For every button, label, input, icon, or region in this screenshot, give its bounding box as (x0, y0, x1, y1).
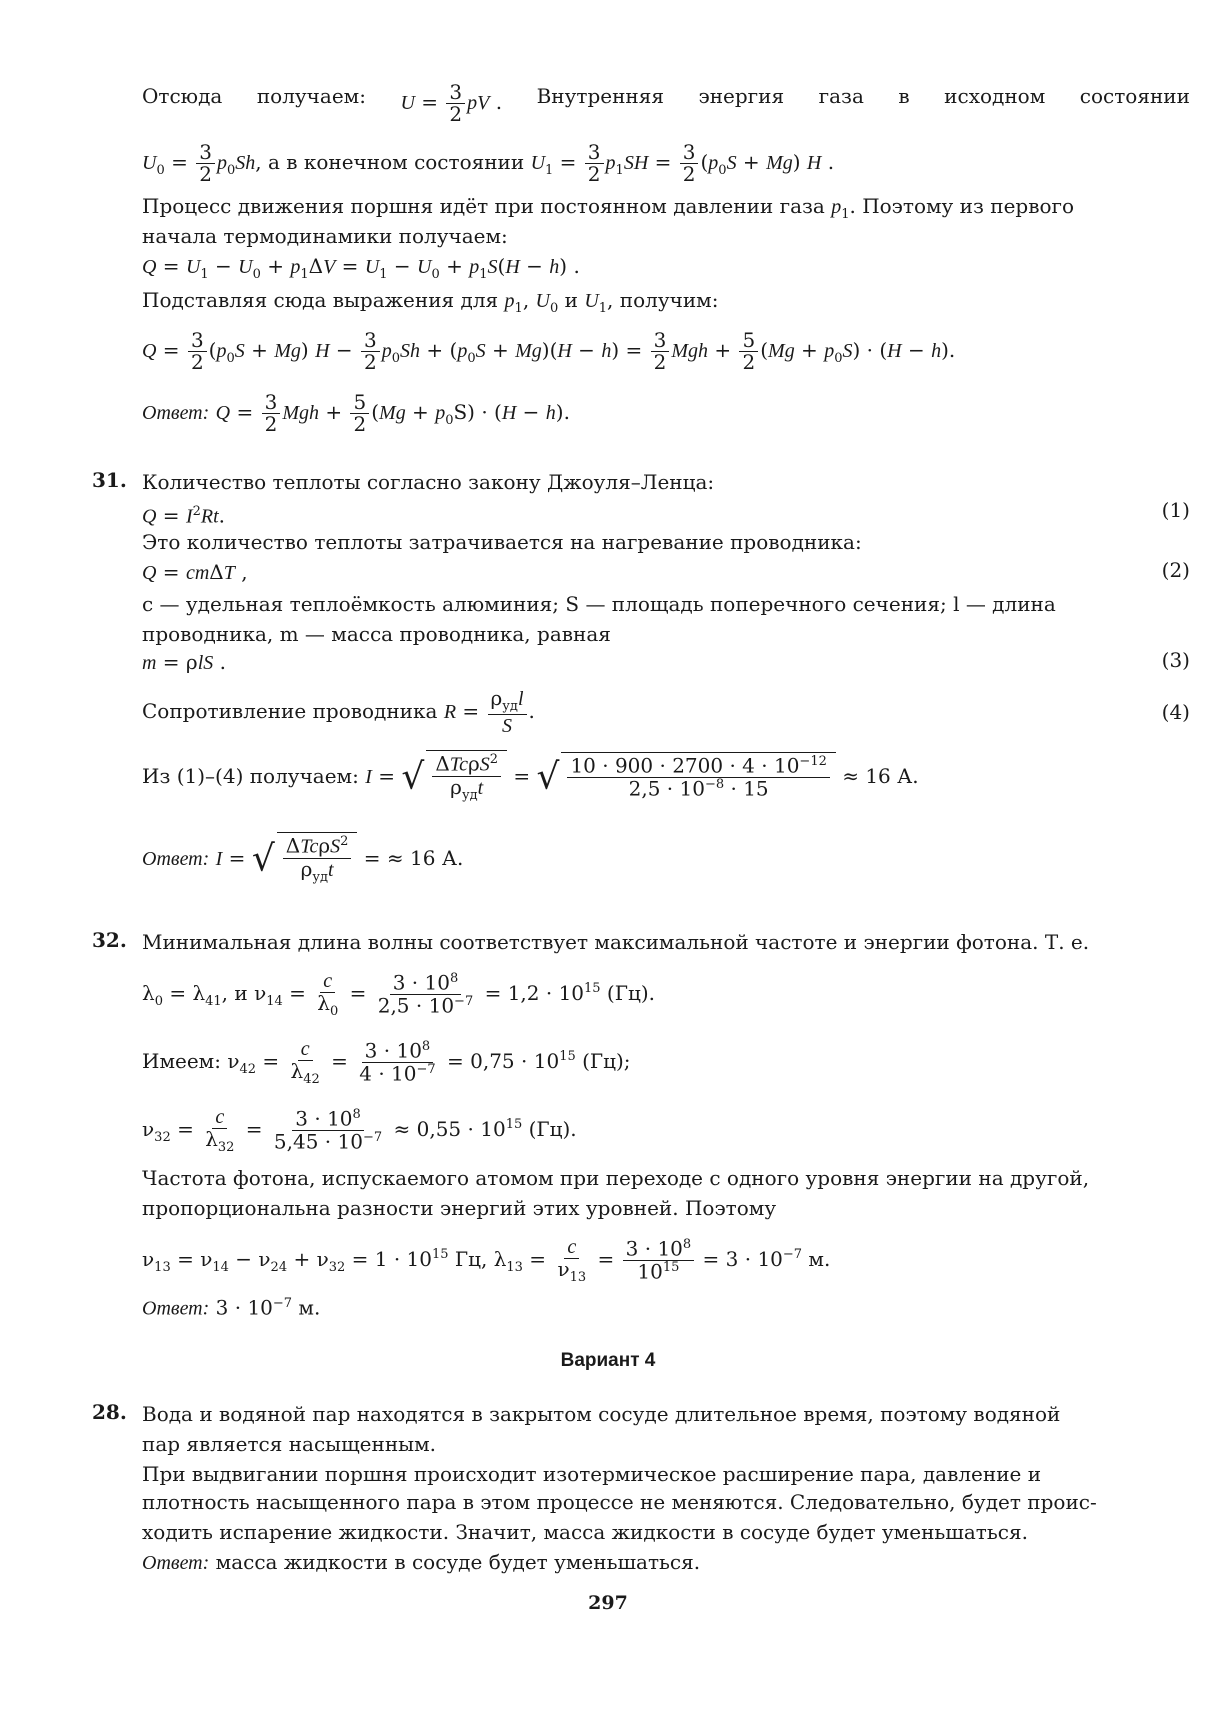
paragraph-process: Процесс движения поршня идёт при постоянном давлении газа $p_1$. Поэтому из первого (142, 194, 1075, 222)
answer-32: Ответ: $3 \cdot 10^{-7}$ м. (142, 1295, 321, 1320)
page-number: 297 (588, 1592, 628, 1614)
formula-q1: $Q = U_1 - U_0 + p_1\Delta V = U_1 - U_0 + p_1S(H - h)$ . (142, 254, 580, 282)
problem-number-28: 28. (92, 1400, 127, 1424)
equation-number: (1) (1161, 498, 1190, 522)
answer-31: Ответ: I = √ $\frac{\Delta Tc\rho S^2}{\rho_{уд}t}$ = ≈ 16 А. (142, 833, 464, 885)
formula-current: Из (1)–(4) получаем: I = √ $\frac{\Delta Tc\rho S^2}{\rho_{уд}t}$ = √ $\frac{10 \cdot 900 \cdot 2700 \cdot 4 \cdot 10^{-12}}{2,5 \cdot 10^{-8} \cdot 15}$ ≈ 16 А. (142, 751, 919, 803)
equation-number: (2) (1161, 558, 1190, 582)
line-1: Отсюда получаем: U = $\frac{3}{2}$ pV . Внутренняя энергия газа в исходном состоянии (142, 80, 1190, 126)
formula-q2: Q = $\frac{3}{2}$ $(p_0S + Mg) H$ − $\frac{3}{2}$ $p_0Sh + (p_0S + Mg)(H - h)$ = $\frac{3}{2}$ Mgh + $\frac{5}{2}$ $(Mg + p_0S) \cdot (H - h)$. (142, 328, 956, 374)
equation-number: (4) (1161, 700, 1190, 724)
answer-28: Ответ: масса жидкости в сосуде будет уменьшаться. (142, 1550, 701, 1574)
page: Отсюда получаем: U = $\frac{3}{2}$ pV . Внутренняя энергия газа в исходном состоянии $U_0$ = $\frac{3}{2}$ $p_0Sh$, а в конечном состоянии $U_1$ = $\frac{3}{2}$ $p_1SH$ = $\frac{3}{2}$ $(p_0S + Mg)$ H . Процесс движения поршня идёт при постоянном давлении газа $p_1$. Поэтому из первого начала термодинамики получаем: $Q = U_1 - U_0 + p_1\Delta V = U_1 - U_0 + p_1S(H - h)$ . Подставляя сюда выражения для $p_1$, $U_0$ и $U_1$, получим: Q = $\frac{3}{2}$ $(p_0S + Mg) H$ − $\frac{3}{2}$ $p_0Sh + (p_0S + Mg)(H - h)$ = $\frac{3}{2}$ Mgh + $\frac{5}{2}$ $(Mg + p_0S) \cdot (H - h)$. Ответ: Q = $\frac{3}{2}$ Mgh + $\frac{5}{2}$ $(Mg + p_0S) \cdot (H - h)$. 31. Количество теплоты согласно закону Джоуля–Ленца: $Q = I^2Rt$. (1) Это количество теплоты затрачивается на нагревание проводника: Q = cmΔT , (2) c — удельная теплоёмкость алюминия; S — площадь поперечного сечения; l — длина проводника, m — масса проводника, равная m = ρlS . (3) Сопротивление проводника R = $\frac{\rho_{уд}l}{S}$ . (4) Из (1)–(4) получаем: I = √ $\frac{\Delta Tc\rho S^2}{\rho_{уд}t}$ = √ $\frac{10 \cdot 900 \cdot 2700 \cdot 4 \cdot 10^{-12}}{2,5 \cdot 10^{-8} \cdot 15}$ ≈ 16 А. Ответ: I = √ $\frac{\Delta Tc\rho S^2}{\rho_{уд}t}$ = ≈ 16 А. 32. Минимальная длина волны соответствует максимальной частоте и энергии фотона. Т. е. $\lambda_0 = \lambda_{41}$, и $\nu_{14}$ = $\frac{c}{\lambda_0}$ = $\frac{3 \cdot 10^8}{2,5 \cdot 10^{-7}}$ = $1,2 \cdot 10^{15}$ (Гц). Имеем: $\nu_{42}$ = $\frac{c}{\lambda_{42}}$ = $\frac{3 \cdot 10^8}{4 \cdot 10^{-7}}$ = $0,75 \cdot 10^{15}$ (Гц); $\nu_{32}$ = $\frac{c}{\lambda_{32}}$ = $\frac{3 \cdot 10^8}{5,45 \cdot 10^{-7}}$ ≈ $0,55 \cdot 10^{15}$ (Гц). Частота фотона, испускаемого атомом при переходе с одного уровня энергии на другой, пропорциональна разности энергий этих уровней. Поэтому $\nu_{13} = \nu_{14} - \nu_{24} + \nu_{32} = 1 \cdot 10^{15}$ Гц, $\lambda_{13}$ = $\frac{c}{\nu_{13}}$ = $\frac{3 \cdot 10^8}{10^{15}}$ = $3 \cdot 10^{-7}$ м. Ответ: $3 \cdot 10^{-7}$ м. Вариант 4 28. Вода и водяной пар находятся в закрытом сосуде длительное время, поэтому водяной пар является насыщенным. При выдвигании поршня происходит изотермическое расширение пара, давление и плотность насыщенного пара в этом процессе не меняются. Следовательно, будет проис- ходить испарение жидкости. Значит, масса жидкости в сосуде будет уменьшаться. Ответ: масса жидкости в сосуде будет уменьшаться. 297 (0, 0, 1216, 1712)
problem-number-31: 31. (92, 468, 127, 492)
section-heading: Вариант 4 (560, 1350, 656, 1371)
equation-number: (3) (1161, 648, 1190, 672)
answer-30: Ответ: Q = $\frac{3}{2}$ Mgh + $\frac{5}{2}$ $(Mg + p_0S) \cdot (H - h)$. (142, 390, 570, 436)
formula-u: U = $\frac{3}{2}$ pV . (400, 80, 503, 126)
line-2: $U_0$ = $\frac{3}{2}$ $p_0Sh$, а в конечном состоянии $U_1$ = $\frac{3}{2}$ $p_1SH$ = $\frac{3}{2}$ $(p_0S + Mg)$ H . (142, 140, 835, 186)
problem-number-32: 32. (92, 928, 127, 952)
